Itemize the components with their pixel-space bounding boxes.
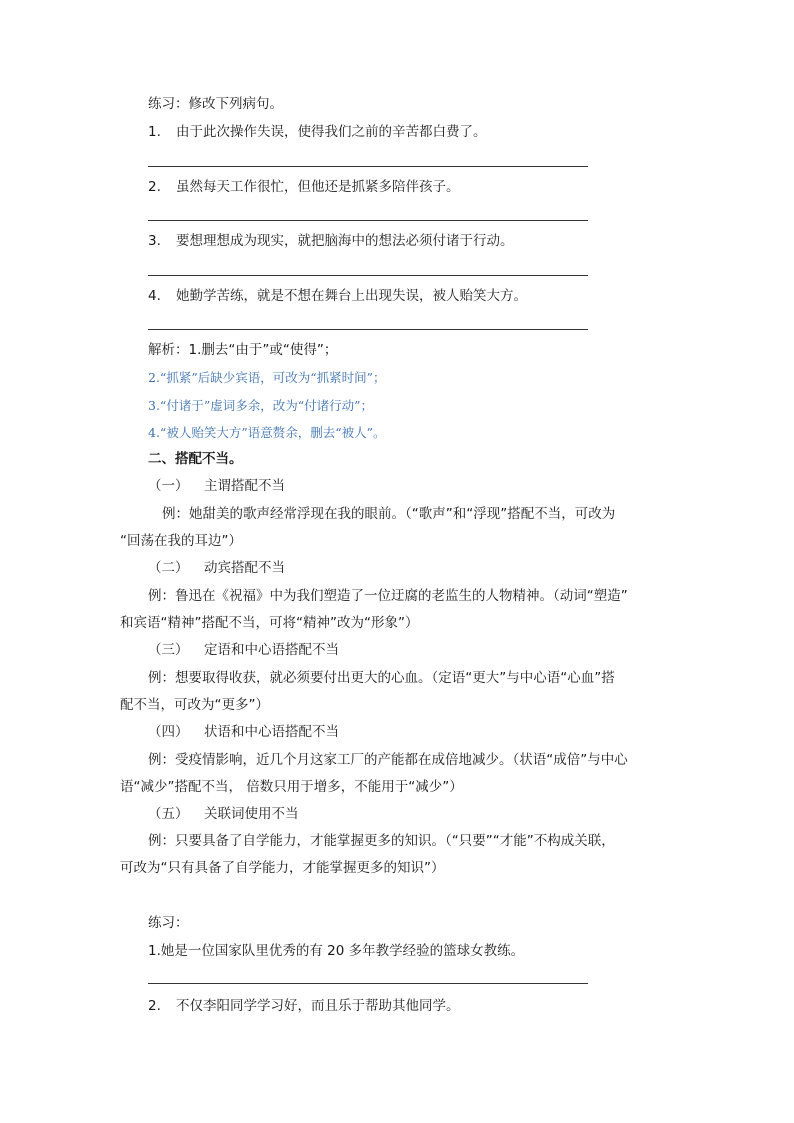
exercise2-title: 练习： [148,915,189,931]
example-line: 可改为“只有具备了自学能力，才能掌握更多的知识”） [120,860,445,876]
subsection-title-5: （五） 关联词使用不当 [148,806,299,822]
answer-line-2[interactable] [148,220,588,221]
subsection-title-3: （三） 定语和中心语搭配不当 [148,642,339,658]
exercise-item-1 [148,122,487,142]
example-line: 和宾语“精神”搭配不当，可将“精神”改为“形象”） [120,615,419,631]
subsection-title-2: （二） 动宾搭配不当 [148,560,285,576]
example-line: 例：想要取得收获，就必须要付出更大的心血。（定语“更大”与中心语“心血”搭 [148,670,615,686]
example-line: 例：受疫情影响，近几个月这家工厂的产能都在成倍地减少。（状语“成倍”与中心 [148,752,628,768]
exercise-item-2 [148,177,460,197]
analysis-line-4: 4.“被人贻笑大方”语意赘余，删去“被人”。 [148,425,386,440]
item-number: 1. [148,124,161,140]
analysis-line-2: 2.“抓紧”后缺少宾语，可改为“抓紧时间”； [148,370,386,385]
analysis-line-3: 3.“付诸于”虚词多余，改为“付诸行动”； [148,398,373,413]
subsection-number: （五） [148,806,189,822]
example-line: 例：只要具备了自学能力，才能掌握更多的知识。（“只要”“才能”不构成关联， [148,833,615,849]
exercise-title: 练习：修改下列病句。 [148,96,283,112]
item-number: 4. [148,288,161,304]
subsection-title-4: （四） 状语和中心语搭配不当 [148,724,339,740]
example-line: 例：鲁迅在《祝福》中为我们塑造了一位迂腐的老监生的人物精神。（动词“塑造” [148,588,628,604]
exercise2-item-2 [148,996,460,1016]
subsection-number: （一） [148,478,189,494]
analysis-line-1: 解析：1.删去“由于”或“使得”； [148,342,338,358]
exercise2-item-1: 1.她是一位国家队里优秀的有 20 多年教学经验的篮球女教练。 [148,943,525,959]
item-number: 2. [148,179,161,195]
subsection-title-1: （一） 主谓搭配不当 [148,478,285,494]
section-heading: 二、搭配不当。 [148,451,243,467]
item-text: 要想理想成为现实，就把脑海中的想法必须付诸于行动。 [176,233,514,249]
example-line: 例：她甜美的歌声经常浮现在我的眼前。（“歌声”和“浮现”搭配不当，可改为 [162,506,616,522]
exercise-item-3 [148,231,514,251]
answer-line-5[interactable] [148,983,588,984]
example-line: 配不当，可改为“更多”） [120,697,269,713]
example-line: “回荡在我的耳边”） [120,533,242,549]
subsection-number: （二） [148,560,189,576]
item-text: 不仅李阳同学学习好，而且乐于帮助其他同学。 [176,998,460,1014]
answer-line-4[interactable] [148,329,588,330]
item-number: 3. [148,233,161,249]
item-text: 由于此次操作失误，使得我们之前的辛苦都白费了。 [176,124,487,140]
answer-line-3[interactable] [148,275,588,276]
item-text: 虽然每天工作很忙，但他还是抓紧多陪伴孩子。 [176,179,460,195]
subsection-number: （四） [148,724,189,740]
item-text: 她勤学苦练，就是不想在舞台上出现失误，被人贻笑大方。 [176,288,527,304]
example-line: 语“减少”搭配不当， 倍数只用于增多，不能用于“减少”） [120,779,463,795]
exercise-item-4 [148,286,527,306]
answer-line-1[interactable] [148,166,588,167]
subsection-number: （三） [148,642,189,658]
item-number: 2. [148,998,161,1014]
